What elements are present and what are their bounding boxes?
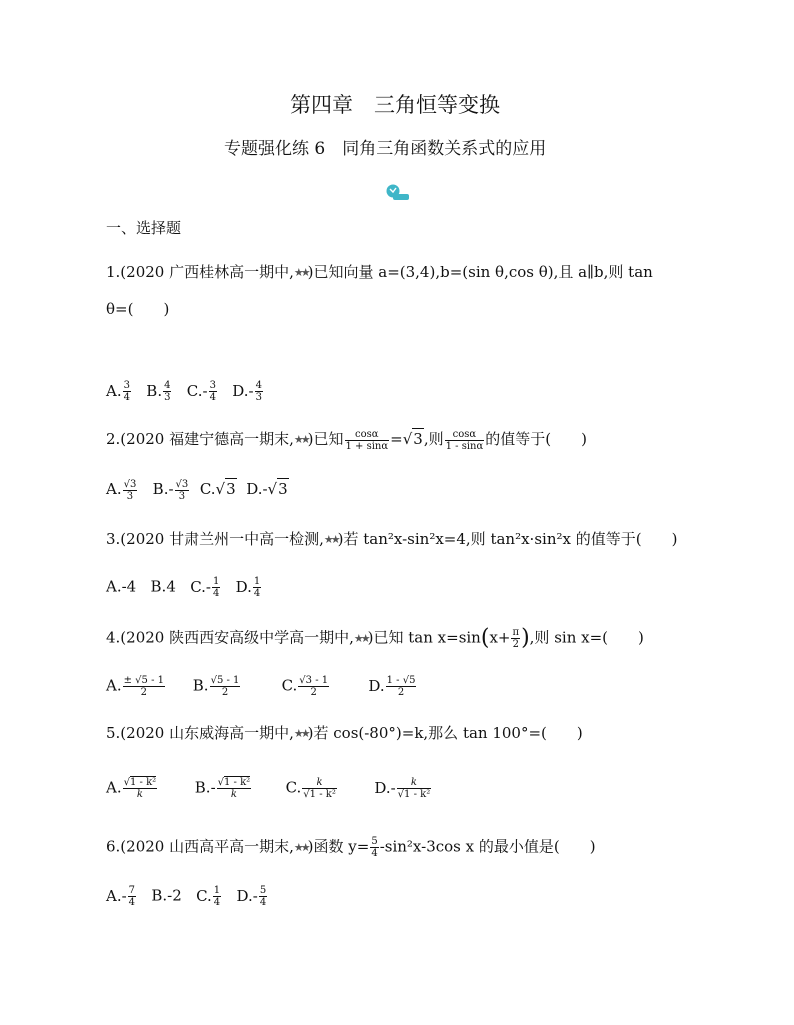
q1-text-cont: θ=( ) — [106, 300, 170, 318]
question-1 — [106, 262, 653, 283]
q1-option-d: D.- $\frac{4}{3}$ — [232, 380, 262, 403]
question-6: 6.(2020 山西高平高一期末,★★)函数 y= $\frac{5}{4}$ -sin²x-3cos x 的最小值是( ) — [106, 836, 596, 859]
q2-option-d: D.-√3 — [246, 480, 288, 498]
q5-option-a: A. $\frac{\text{√1 - k²}}{k}$ — [106, 777, 157, 800]
page-subtitle: 专题强化练 6 同角三角函数关系式的应用 — [224, 139, 547, 159]
q3-option-b: B.4 — [150, 577, 176, 596]
q1-source: 广西桂林高一期中, — [169, 263, 294, 281]
q5-option-b: B.- $\frac{\text{√1 - k²}}{k}$ — [194, 777, 251, 800]
question-5: 5.(2020 山东威海高一期中,★★)若 cos(-80°)=k,那么 tan 100°=( ) — [106, 724, 583, 742]
difficulty-stars-icon: ★★ — [353, 631, 368, 645]
q6-option-d: D.- $\frac{5}{4}$ — [236, 885, 267, 908]
q3-option-d: D. $\frac{1}{4}$ — [235, 576, 261, 599]
q3-option-c: C.- $\frac{1}{4}$ — [190, 576, 220, 599]
difficulty-stars-icon: ★★ — [293, 433, 308, 446]
q4-option-c: C. $\frac{√3 - 1}{2}$ — [281, 675, 329, 698]
q4-options — [106, 675, 417, 698]
q2-options — [106, 478, 289, 502]
q5-option-d: D.- $\frac{k}{\text{√1 - k²}}$ — [374, 777, 431, 800]
q1-text: )已知向量 a=(3,4),b=(sin θ,cos θ),且 a∥b,则 tan — [307, 263, 653, 281]
chapter-title: 第四章 三角恒等变换 — [290, 93, 500, 117]
q6-option-b: B.-2 — [151, 886, 182, 905]
logo-badge-icon — [384, 183, 410, 201]
q5-options — [106, 777, 432, 800]
question-3: 3.(2020 甘肃兰州一中高一检测,★★)若 tan²x-sin²x=4,则 tan²x·sin²x 的值等于( ) — [106, 530, 678, 548]
q3-option-a: A.-4 — [106, 577, 137, 596]
q5-option-c: C. $\frac{k}{\text{√1 - k²}}$ — [285, 777, 336, 800]
difficulty-stars-icon: ★★ — [293, 840, 308, 854]
q4-option-b: B. $\frac{√5 - 1}{2}$ — [192, 675, 240, 698]
q2-option-a: A. $\frac{√3}{3}$ — [106, 478, 137, 502]
q2-option-b: B.- $\frac{√3}{3}$ — [152, 478, 189, 502]
q1-option-b: B. $\frac{4}{3}$ — [146, 380, 171, 403]
q4-option-a: A. $\frac{\pm √5 - 1}{2}$ — [106, 675, 164, 698]
difficulty-stars-icon: ★★ — [293, 266, 308, 279]
q1-option-c: C.- $\frac{3}{4}$ — [186, 380, 216, 403]
difficulty-stars-icon: ★★ — [323, 533, 338, 546]
q1-option-a: A. $\frac{3}{4}$ — [106, 380, 130, 403]
q6-option-a: A.- $\frac{7}{4}$ — [106, 885, 136, 908]
q3-options — [106, 576, 262, 599]
section-heading: 一、选择题 — [106, 219, 182, 237]
q6-option-c: C. $\frac{1}{4}$ — [196, 885, 221, 908]
difficulty-stars-icon: ★★ — [293, 727, 308, 740]
question-4: 4.(2020 陕西西安高级中学高一期中,★★)已知 tan x=sin(x+ $\frac{\pi}{2}$ ),则 sin x=( ) — [106, 625, 644, 651]
q6-options — [106, 885, 268, 908]
q1-number: 1.(2020 — [106, 263, 165, 281]
q2-option-c: C.√3 — [199, 480, 236, 498]
q4-option-d: D. $\frac{1 - √5}{2}$ — [368, 675, 416, 698]
q1-options — [106, 380, 264, 403]
question-2: 2.(2020 福建宁德高一期末,★★)已知 $\frac{\cos\alpha}{1 + \sin\alpha}$ =√3,则 $\frac{\cos\alpha}{1 - \sin\alpha}$ 的值等于( ) — [106, 428, 587, 452]
